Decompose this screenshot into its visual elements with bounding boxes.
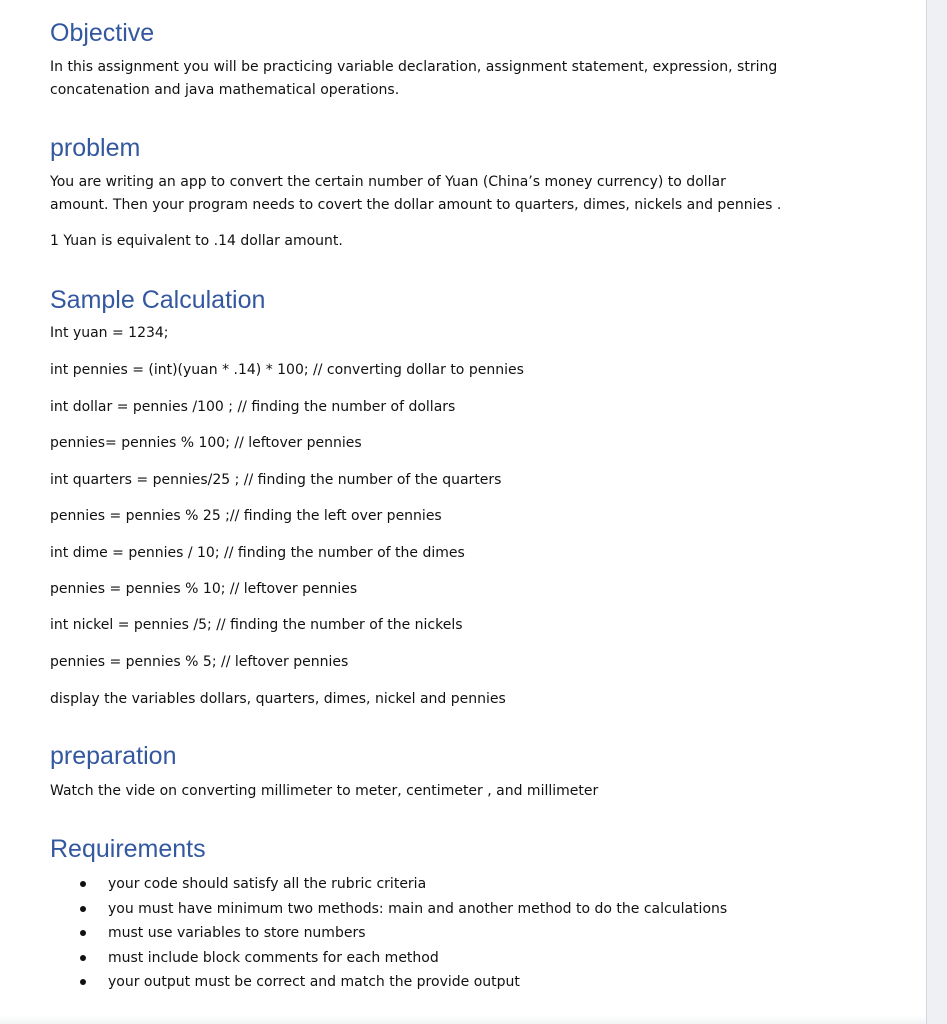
bullet-icon (80, 955, 86, 961)
document-gutter (926, 0, 947, 1024)
sample-line: pennies = pennies % 25 ;// finding the left over pennies (50, 508, 442, 524)
bullet-icon (80, 979, 86, 985)
bullet-icon (80, 930, 86, 936)
requirement-text: your code should satisfy all the rubric criteria (108, 876, 427, 892)
sample-line: int dollar = pennies /100 ; // finding the number of dollars (50, 399, 456, 415)
problem-heading: problem (50, 134, 141, 162)
sample-calculation-heading: Sample Calculation (50, 286, 266, 314)
preparation-heading: preparation (50, 742, 177, 770)
problem-line-1: You are writing an app to convert the certain number of Yuan (China’s money currency) to dollar (50, 174, 726, 190)
problem-line-2: amount. Then your program needs to covert the dollar amount to quarters, dimes, nickels and pennies . (50, 197, 782, 213)
objective-line-2: concatenation and java mathematical operations. (50, 82, 400, 98)
bullet-icon (80, 906, 86, 912)
page-bottom-edge (0, 1016, 926, 1024)
objective-line-1: In this assignment you will be practicing variable declaration, assignment statement, expression, string (50, 59, 778, 75)
sample-line: display the variables dollars, quarters, dimes, nickel and pennies (50, 691, 506, 707)
sample-line: pennies = pennies % 5; // leftover pennies (50, 654, 349, 670)
sample-line: int dime = pennies / 10; // finding the number of the dimes (50, 545, 465, 561)
objective-heading: Objective (50, 19, 155, 47)
sample-line: pennies = pennies % 10; // leftover pennies (50, 581, 358, 597)
problem-line-3: 1 Yuan is equivalent to .14 dollar amount. (50, 233, 343, 249)
sample-line: Int yuan = 1234; (50, 325, 169, 341)
bullet-icon (80, 881, 86, 887)
requirement-text: must include block comments for each method (108, 949, 439, 966)
sample-line: pennies= pennies % 100; // leftover pennies (50, 435, 362, 451)
sample-line: int quarters = pennies/25 ; // finding the number of the quarters (50, 472, 502, 488)
requirement-text: your output must be correct and match the provide output (108, 974, 520, 990)
preparation-line-1: Watch the vide on converting millimeter to meter, centimeter , and millimeter (50, 783, 599, 799)
sample-line: int nickel = pennies /5; // finding the number of the nickels (50, 617, 463, 633)
requirement-text: you must have minimum two methods: main and another method to do the calculations (108, 900, 728, 917)
requirements-heading: Requirements (50, 835, 206, 863)
sample-line: int pennies = (int)(yuan * .14) * 100; // converting dollar to pennies (50, 362, 524, 378)
requirement-text: must use variables to store numbers (108, 925, 366, 941)
